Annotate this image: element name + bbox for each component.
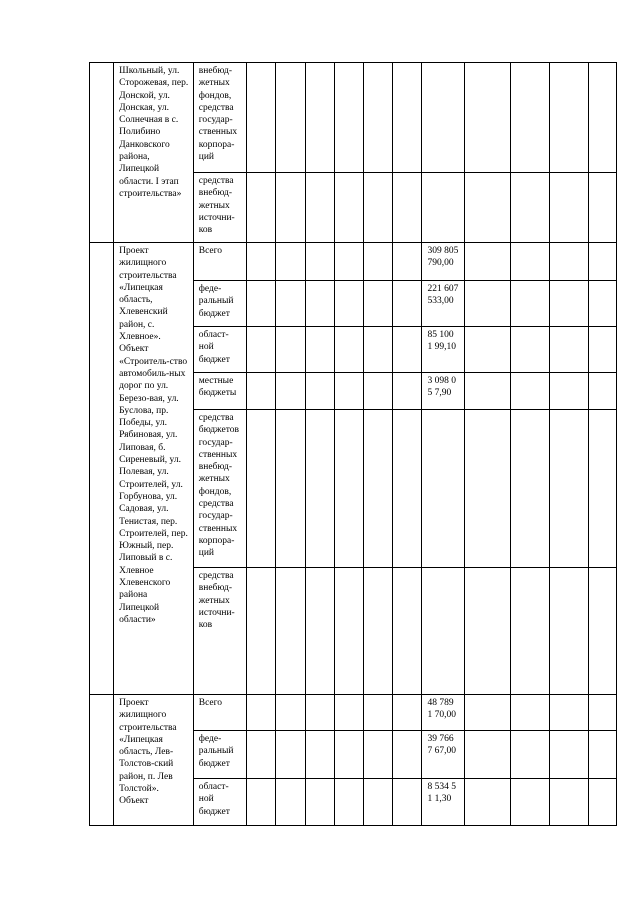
empty-value-cell xyxy=(588,731,616,779)
funding-source-cell: феде-ральный бюджет xyxy=(193,281,246,327)
empty-value-cell xyxy=(464,327,510,373)
empty-value-cell xyxy=(511,327,550,373)
empty-value-cell xyxy=(305,731,334,779)
empty-value-cell xyxy=(334,731,363,779)
empty-value-cell xyxy=(247,731,276,779)
empty-value-cell xyxy=(364,731,393,779)
empty-value-cell xyxy=(334,410,363,568)
empty-value-cell xyxy=(276,695,305,731)
empty-value-cell xyxy=(588,281,616,327)
empty-value-cell xyxy=(364,63,393,173)
empty-value-cell xyxy=(247,327,276,373)
empty-value-cell xyxy=(247,63,276,173)
empty-value-cell xyxy=(550,281,588,327)
empty-value-cell xyxy=(550,779,588,826)
empty-value-cell xyxy=(247,695,276,731)
empty-value-cell xyxy=(511,63,550,173)
funding-source-cell: местные бюджеты xyxy=(193,373,246,410)
table-row xyxy=(90,695,617,731)
empty-value-cell xyxy=(276,779,305,826)
empty-value-cell xyxy=(588,63,616,173)
total-amount-cell: 85 100 1 99,10 xyxy=(422,327,464,373)
total-amount-cell xyxy=(422,568,464,695)
empty-value-cell xyxy=(334,568,363,695)
empty-value-cell xyxy=(364,410,393,568)
funding-source-cell: средства бюджетов государ-ственных внебюд-жетных фондов, средства государ-ственных корпора-ций xyxy=(193,410,246,568)
empty-value-cell xyxy=(334,63,363,173)
empty-value-cell xyxy=(550,243,588,281)
empty-value-cell xyxy=(276,243,305,281)
empty-value-cell xyxy=(393,327,422,373)
empty-value-cell xyxy=(588,779,616,826)
funding-source-cell: средства внебюд-жетных источни-ков xyxy=(193,173,246,243)
empty-value-cell xyxy=(305,173,334,243)
empty-value-cell xyxy=(247,243,276,281)
empty-value-cell xyxy=(276,731,305,779)
empty-value-cell xyxy=(364,695,393,731)
empty-value-cell xyxy=(588,327,616,373)
empty-value-cell xyxy=(393,731,422,779)
empty-value-cell xyxy=(247,410,276,568)
empty-value-cell xyxy=(588,373,616,410)
empty-value-cell xyxy=(393,281,422,327)
empty-value-cell xyxy=(550,695,588,731)
empty-value-cell xyxy=(550,173,588,243)
empty-value-cell xyxy=(550,410,588,568)
empty-value-cell xyxy=(393,63,422,173)
empty-value-cell xyxy=(464,779,510,826)
empty-value-cell xyxy=(276,173,305,243)
empty-value-cell xyxy=(550,63,588,173)
row-number-cell xyxy=(90,695,114,826)
total-amount-cell: 8 534 51 1,30 xyxy=(422,779,464,826)
total-amount-cell: 3 098 05 7,90 xyxy=(422,373,464,410)
empty-value-cell xyxy=(511,410,550,568)
empty-value-cell xyxy=(464,410,510,568)
empty-value-cell xyxy=(305,779,334,826)
funding-source-cell: внебюд-жетных фондов, средства государ-ственных корпора-ций xyxy=(193,63,246,173)
funding-source-cell: феде-ральный бюджет xyxy=(193,731,246,779)
empty-value-cell xyxy=(364,327,393,373)
empty-value-cell xyxy=(550,568,588,695)
empty-value-cell xyxy=(393,568,422,695)
empty-value-cell xyxy=(511,243,550,281)
total-amount-cell: 48 789 1 70,00 xyxy=(422,695,464,731)
total-amount-cell: 309 805 790,00 xyxy=(422,243,464,281)
empty-value-cell xyxy=(550,731,588,779)
empty-value-cell xyxy=(305,373,334,410)
empty-value-cell xyxy=(588,410,616,568)
empty-value-cell xyxy=(334,327,363,373)
empty-value-cell xyxy=(588,568,616,695)
empty-value-cell xyxy=(247,568,276,695)
empty-value-cell xyxy=(247,281,276,327)
empty-value-cell xyxy=(464,281,510,327)
empty-value-cell xyxy=(364,779,393,826)
empty-value-cell xyxy=(511,779,550,826)
total-amount-cell xyxy=(422,173,464,243)
empty-value-cell xyxy=(334,173,363,243)
empty-value-cell xyxy=(305,63,334,173)
empty-value-cell xyxy=(305,327,334,373)
empty-value-cell xyxy=(247,173,276,243)
empty-value-cell xyxy=(364,373,393,410)
empty-value-cell xyxy=(305,243,334,281)
empty-value-cell xyxy=(364,281,393,327)
empty-value-cell xyxy=(511,695,550,731)
funding-source-cell: област-ной бюджет xyxy=(193,327,246,373)
empty-value-cell xyxy=(464,63,510,173)
empty-value-cell xyxy=(276,568,305,695)
empty-value-cell xyxy=(247,373,276,410)
total-amount-cell: 39 766 7 67,00 xyxy=(422,731,464,779)
empty-value-cell xyxy=(393,779,422,826)
empty-value-cell xyxy=(511,173,550,243)
empty-value-cell xyxy=(511,568,550,695)
empty-value-cell xyxy=(364,568,393,695)
empty-value-cell xyxy=(511,281,550,327)
empty-value-cell xyxy=(305,568,334,695)
empty-value-cell xyxy=(550,373,588,410)
empty-value-cell xyxy=(334,281,363,327)
empty-value-cell xyxy=(393,410,422,568)
empty-value-cell xyxy=(334,243,363,281)
empty-value-cell xyxy=(393,373,422,410)
empty-value-cell xyxy=(305,695,334,731)
empty-value-cell xyxy=(276,327,305,373)
empty-value-cell xyxy=(334,373,363,410)
empty-value-cell xyxy=(393,243,422,281)
table-row xyxy=(90,243,617,281)
empty-value-cell xyxy=(464,731,510,779)
row-number-cell xyxy=(90,243,114,695)
empty-value-cell xyxy=(276,373,305,410)
empty-value-cell xyxy=(550,327,588,373)
total-amount-cell xyxy=(422,63,464,173)
project-name-cell: Проект жилищного строительства «Липецкая область, Хлевенский район, с. Хлевное». Объект «Строитель-ство автомобиль-ных дорог по ул. Березо-вая, ул. Буслова, пр. Победы, ул. Рябиновая, ул. Липовая, б. Сиреневый, ул. Полевая, ул. Строителей, ул. Горбунова, ул. Садовая, ул. Тенистая, пер. Строителей, пер. Южный, пер. Липовый в с. Хлевное Хлевенского района Липецкой области» xyxy=(114,243,194,695)
empty-value-cell xyxy=(305,281,334,327)
empty-value-cell xyxy=(464,243,510,281)
funding-source-cell: средства внебюд-жетных источни-ков xyxy=(193,568,246,695)
empty-value-cell xyxy=(364,173,393,243)
empty-value-cell xyxy=(464,695,510,731)
empty-value-cell xyxy=(276,281,305,327)
table-row xyxy=(90,63,617,173)
empty-value-cell xyxy=(393,173,422,243)
total-amount-cell xyxy=(422,410,464,568)
empty-value-cell xyxy=(588,173,616,243)
empty-value-cell xyxy=(276,410,305,568)
project-name-cell: Проект жилищного строительства «Липецкая область, Лев-Толстов-ский район, п. Лев Толстой». Объект xyxy=(114,695,194,826)
empty-value-cell xyxy=(305,410,334,568)
project-name-cell: Школьный, ул. Сторожевая, пер. Донской, ул. Донская, ул. Солнечная в с. Полибино Данковского района, Липецкой области. I этап строительства» xyxy=(114,63,194,243)
total-amount-cell: 221 607 533,00 xyxy=(422,281,464,327)
funding-source-cell: Всего xyxy=(193,243,246,281)
funding-source-cell: Всего xyxy=(193,695,246,731)
empty-value-cell xyxy=(464,173,510,243)
empty-value-cell xyxy=(588,695,616,731)
empty-value-cell xyxy=(511,731,550,779)
empty-value-cell xyxy=(276,63,305,173)
empty-value-cell xyxy=(588,243,616,281)
empty-value-cell xyxy=(464,568,510,695)
row-number-cell xyxy=(90,63,114,243)
empty-value-cell xyxy=(334,695,363,731)
empty-value-cell xyxy=(393,695,422,731)
empty-value-cell xyxy=(247,779,276,826)
empty-value-cell xyxy=(334,779,363,826)
funding-table xyxy=(89,62,617,826)
empty-value-cell xyxy=(364,243,393,281)
empty-value-cell xyxy=(464,373,510,410)
empty-value-cell xyxy=(511,373,550,410)
funding-source-cell: област-ной бюджет xyxy=(193,779,246,826)
